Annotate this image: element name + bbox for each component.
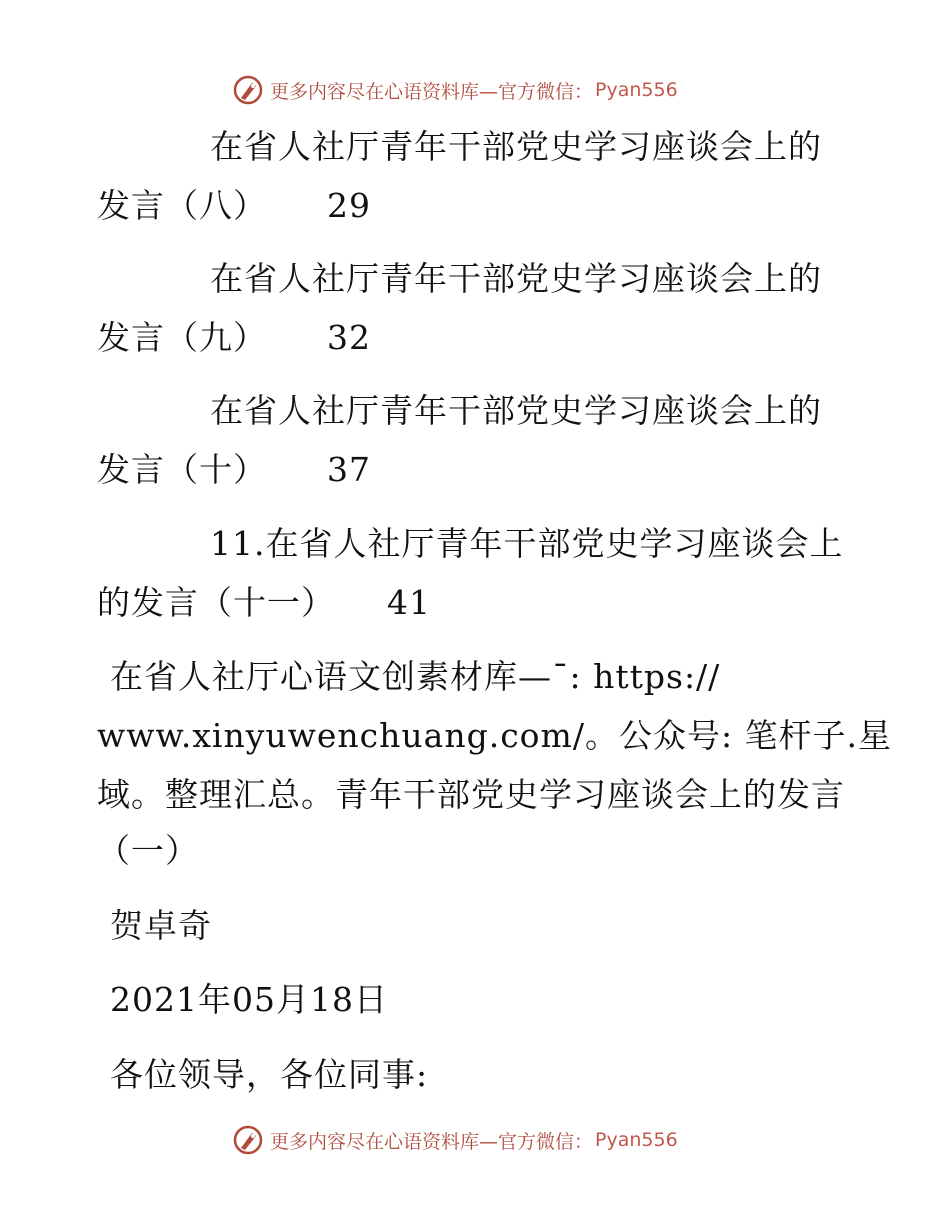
toc-entry-11-page: 41 [387, 583, 431, 622]
toc-entry-11-second-line [97, 583, 431, 623]
toc-entry-9-title-line: 在省人社厅青年干部党史学习座谈会上的 [210, 259, 822, 298]
greeting: 各位领导，各位同事: [110, 1055, 429, 1094]
pen-nib-seal-icon [232, 1124, 264, 1156]
toc-entry-10-second-line [97, 450, 371, 490]
toc-entry-10-title-line: 在省人社厅青年干部党史学习座谈会上的 [210, 391, 822, 430]
watermark-text: 更多内容尽在心语资料库—官方微信： [270, 80, 594, 103]
body-paragraph-line-1: 在省人社厅心语文创素材库—¯: https:// [110, 657, 721, 696]
body-paragraph-line-3: 域。整理汇总。青年干部党史学习座谈会上的发言 [97, 775, 845, 814]
toc-entry-9-page: 32 [327, 318, 371, 357]
pen-nib-seal-icon [232, 74, 264, 106]
body-paragraph-line-4: （一） [97, 831, 199, 870]
toc-entry-10-page: 37 [327, 450, 371, 489]
toc-entry-8-title-line: 在省人社厅青年干部党史学习座谈会上的 [210, 127, 822, 166]
watermark-contact: Pyan556 [595, 1129, 678, 1151]
body-paragraph-line-2: www.xinyuwenchuang.com/。公众号: 笔杆子.星 [97, 716, 893, 755]
watermark-text: 更多内容尽在心语资料库—官方微信： [270, 1130, 594, 1153]
toc-entry-11-title-line: 11.在省人社厅青年干部党史学习座谈会上 [210, 524, 844, 563]
speech-date: 2021年05月18日 [110, 980, 388, 1019]
toc-entry-10-title-end: 发言（十） [97, 450, 267, 489]
toc-entry-8-page: 29 [327, 186, 371, 225]
toc-entry-8-title-end: 发言（八） [97, 186, 267, 225]
author-name: 贺卓奇 [110, 906, 212, 945]
footer-watermark-banner [232, 1122, 752, 1158]
toc-entry-9-title-end: 发言（九） [97, 318, 267, 357]
header-watermark-banner [232, 72, 752, 108]
watermark-contact: Pyan556 [595, 79, 678, 101]
toc-entry-9-second-line [97, 318, 371, 358]
toc-entry-11-title-end: 的发言（十一） [97, 583, 335, 622]
toc-entry-8-second-line [97, 186, 371, 226]
